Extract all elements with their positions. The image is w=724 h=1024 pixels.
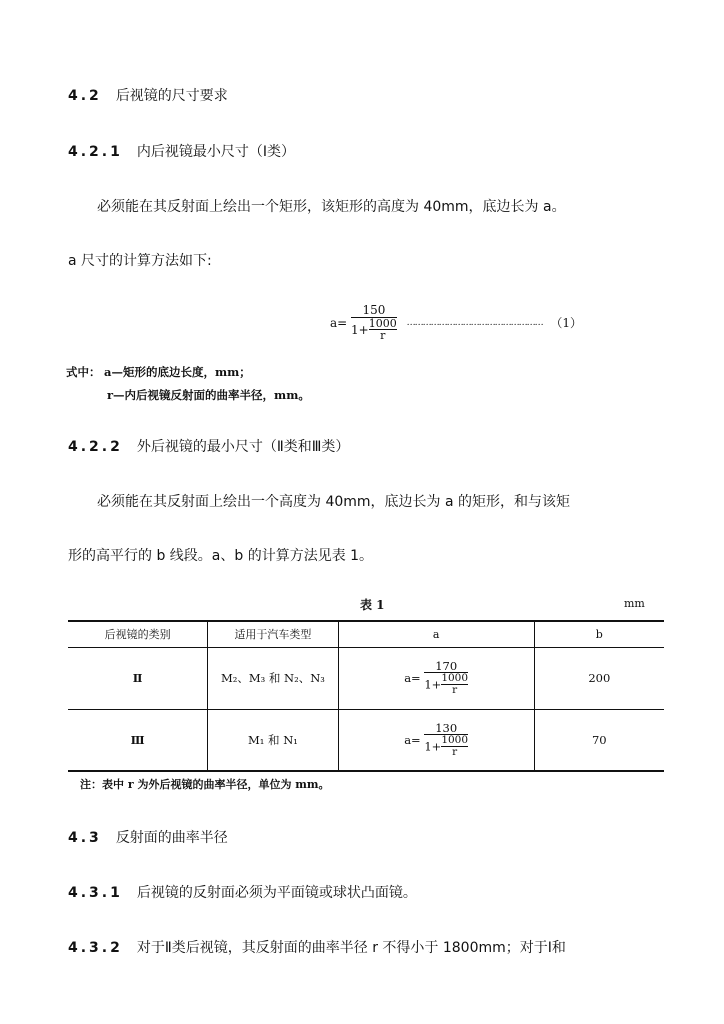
section-title: 后视镜的尺寸要求 <box>115 88 228 104</box>
table-unit: mm <box>624 597 645 610</box>
cell-vehicle-type: M₁ 和 N₁ <box>208 709 338 771</box>
table-caption: 表 1 <box>360 598 385 612</box>
formula-tag: （1） <box>550 316 583 331</box>
where-label: 式中： <box>66 365 101 379</box>
where-r-definition: r—内后视镜反射面的曲率半径，mm。 <box>107 388 310 402</box>
paragraph-rectangle-requirement: 必须能在其反射面上绘出一个矩形，该矩形的高度为 40mm，底边长为 a。 <box>97 199 566 215</box>
table-1 <box>68 620 664 772</box>
where-a-definition: a—矩形的底边长度，mm； <box>104 365 251 379</box>
formula-denominator <box>351 317 397 342</box>
denominator-prefix: 1+ <box>424 677 442 692</box>
formula-lhs: a= <box>404 671 421 685</box>
section-number: 4.2.1 <box>68 144 123 160</box>
denominator-prefix: 1+ <box>351 322 369 337</box>
formula-denominator <box>424 734 468 758</box>
paragraph-exterior-rect-cont: 形的高平行的 b 线段。a、b 的计算方法见表 1。 <box>68 548 374 564</box>
inner-denominator: r <box>441 746 468 758</box>
section-text: 对于Ⅱ类后视镜，其反射面的曲率半径 r 不得小于 1800mm；对于Ⅰ和 <box>136 940 566 956</box>
cell-class: Ⅲ <box>130 732 145 747</box>
formula-1 <box>330 304 582 342</box>
formula-leader-dots: …………………………………………… <box>406 317 543 328</box>
cell-class: Ⅱ <box>132 671 143 685</box>
formula-fraction <box>424 722 468 758</box>
formula-fraction <box>351 304 397 342</box>
cell-b: 70 <box>534 709 664 771</box>
formula-numerator: 170 <box>435 658 458 673</box>
section-4-3-2-heading <box>68 937 566 957</box>
section-number: 4.2 <box>68 88 102 104</box>
section-4-2-1-heading <box>68 141 295 161</box>
header-class: 后视镜的类别 <box>104 628 171 642</box>
cell-a-formula <box>338 647 534 709</box>
section-number: 4.3.2 <box>68 940 123 956</box>
section-number: 4.2.2 <box>68 439 123 455</box>
inner-fraction <box>369 318 397 342</box>
section-title: 内后视镜最小尺寸（Ⅰ类） <box>136 144 296 160</box>
formula-denominator <box>424 672 468 696</box>
inner-denominator: r <box>369 329 397 342</box>
inner-numerator: 1000 <box>441 672 469 685</box>
header-b: b <box>534 621 664 647</box>
header-a: a <box>338 621 534 647</box>
section-4-2-2-heading <box>68 436 349 456</box>
inner-fraction <box>441 673 468 696</box>
paragraph-exterior-rect: 必须能在其反射面上绘出一个高度为 40mm，底边长为 a 的矩形，和与该矩 <box>97 494 571 510</box>
paragraph-calc-intro: a 尺寸的计算方法如下: <box>68 253 212 269</box>
formula-lhs: a= <box>330 315 348 330</box>
table-header-row <box>68 621 664 647</box>
cell-b: 200 <box>534 647 664 709</box>
table-row <box>68 709 664 771</box>
inner-fraction <box>441 735 468 758</box>
section-4-2-heading <box>68 85 228 105</box>
formula-lhs: a= <box>404 732 421 747</box>
header-vehicle-type: 适用于汽车类型 <box>208 621 338 647</box>
section-4-3-heading <box>68 827 228 847</box>
section-number: 4.3.1 <box>68 885 123 901</box>
section-4-3-1-heading <box>68 882 417 902</box>
formula-fraction <box>424 660 468 696</box>
formula-numerator: 130 <box>435 720 458 735</box>
table-row <box>68 647 664 709</box>
cell-vehicle-type: M₂、M₃ 和 N₂、N₃ <box>208 647 338 709</box>
inner-numerator: 1000 <box>441 733 469 746</box>
section-number: 4.3 <box>68 830 102 846</box>
table-note: 注：表中 r 为外后视镜的曲率半径，单位为 mm。 <box>80 778 330 791</box>
section-text: 后视镜的反射面必须为平面镜或球状凸面镜。 <box>136 885 417 901</box>
section-title: 反射面的曲率半径 <box>115 830 228 846</box>
denominator-prefix: 1+ <box>424 739 442 754</box>
inner-denominator: r <box>441 684 468 696</box>
inner-numerator: 1000 <box>368 316 397 330</box>
section-title: 外后视镜的最小尺寸（Ⅱ类和Ⅲ类） <box>136 439 350 455</box>
cell-a-formula <box>338 709 534 771</box>
formula-numerator: 150 <box>362 303 386 317</box>
